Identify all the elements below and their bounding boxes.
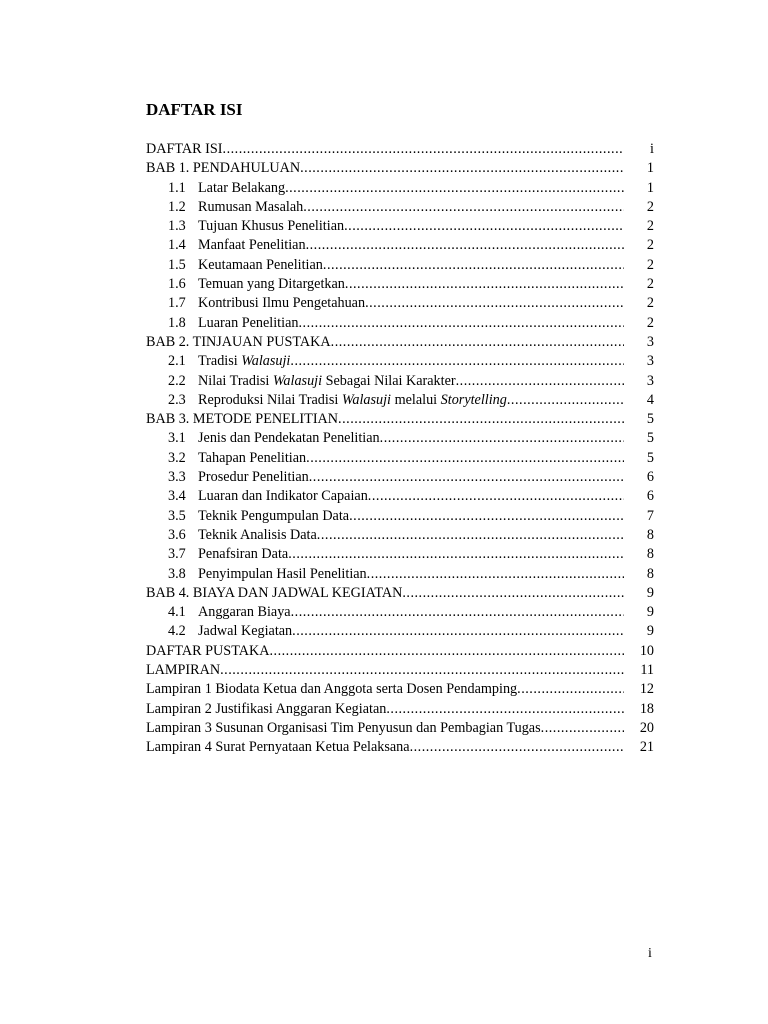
toc-entry-title xyxy=(146,198,303,217)
dot-leader xyxy=(290,352,624,371)
toc-entry[interactable] xyxy=(146,661,654,680)
toc-entry-title xyxy=(146,468,309,487)
toc-entry-title xyxy=(146,487,368,506)
toc-entry-number: 2.2 xyxy=(168,372,186,389)
toc-entry-page: 18 xyxy=(639,700,654,717)
dot-leader xyxy=(507,391,624,410)
toc-entry[interactable] xyxy=(146,545,654,564)
toc-entry-title xyxy=(146,719,541,738)
dot-leader xyxy=(292,622,624,641)
toc-entry-text: BAB 2. TINJAUAN PUSTAKA xyxy=(146,333,331,350)
toc-entry-page: 8 xyxy=(646,526,654,543)
toc-entry-text: Kontribusi Ilmu Pengetahuan xyxy=(198,295,366,312)
toc-entry-page: 4 xyxy=(646,391,654,408)
toc-entry-text: Lampiran 2 Justifikasi Anggaran Kegiatan xyxy=(146,700,387,717)
toc-entry-title xyxy=(146,352,290,371)
toc-entry-text: Tradisi xyxy=(198,353,242,370)
dot-leader xyxy=(285,179,624,198)
toc-entry-text: Manfaat Penelitian xyxy=(198,237,306,254)
toc-entry-title xyxy=(146,545,288,564)
toc-entry-title xyxy=(146,179,285,198)
toc-entry-text: BAB 1. PENDAHULUAN xyxy=(146,160,301,177)
dot-leader xyxy=(365,294,624,313)
toc-entry-title xyxy=(146,680,517,699)
toc-entry[interactable] xyxy=(146,294,654,313)
toc-entry-title xyxy=(146,391,507,410)
toc-entry-title xyxy=(146,256,323,275)
toc-entry-title xyxy=(146,449,306,468)
toc-entry-text: Jenis dan Pendekatan Penelitian xyxy=(198,430,380,447)
toc-entry-text: LAMPIRAN xyxy=(146,662,221,679)
toc-entry-number: 1.7 xyxy=(168,295,186,312)
toc-entry[interactable] xyxy=(146,179,654,198)
toc-entry[interactable] xyxy=(146,468,654,487)
toc-entry-page: 8 xyxy=(646,546,654,563)
toc-entry-text: Lampiran 4 Surat Pernyataan Ketua Pelaksana xyxy=(146,739,410,756)
toc-entry-text: Jadwal Kegiatan xyxy=(198,623,293,640)
toc-entry-title xyxy=(146,507,349,526)
toc-entry-text: DAFTAR ISI xyxy=(146,141,223,157)
toc-entry-page: 5 xyxy=(646,430,654,447)
toc-entry-text: Luaran dan Indikator Capaian xyxy=(198,488,368,505)
toc-entry-number: 3.1 xyxy=(168,430,186,447)
toc-entry-title xyxy=(146,622,292,641)
toc-entry-number: 1.3 xyxy=(168,218,186,235)
toc-entry-page: 2 xyxy=(646,218,654,235)
toc-entry[interactable] xyxy=(146,140,654,159)
toc-entry-text: Walasuji xyxy=(272,372,323,389)
toc-entry-title xyxy=(146,140,223,159)
toc-entry-text: Rumusan Masalah xyxy=(198,198,304,215)
toc-entry-title xyxy=(146,275,345,294)
toc-entry-title xyxy=(146,603,291,622)
dot-leader xyxy=(223,140,624,159)
toc-entry[interactable] xyxy=(146,314,654,333)
toc-entry-text: DAFTAR PUSTAKA xyxy=(146,642,270,659)
toc-entry-title xyxy=(146,410,338,429)
toc-entry-page: 2 xyxy=(646,314,654,331)
dot-leader xyxy=(300,159,624,178)
toc-entry-number: 1.2 xyxy=(168,198,186,215)
toc-entry-number: 3.6 xyxy=(168,526,186,543)
toc-entry[interactable] xyxy=(146,642,654,661)
toc-entry-page: 9 xyxy=(646,623,654,640)
dot-leader xyxy=(323,256,624,275)
toc-entry-text: Tujuan Khusus Penelitian xyxy=(198,218,345,235)
toc-entry-number: 3.7 xyxy=(168,546,186,563)
toc-entry[interactable] xyxy=(146,429,654,448)
toc-entry-text: Anggaran Biaya xyxy=(198,604,291,621)
toc-entry-title xyxy=(146,314,298,333)
toc-entry-text: Nilai Tradisi xyxy=(198,372,273,389)
toc-entry-page: 3 xyxy=(646,353,654,370)
toc-entry-text: Walasuji xyxy=(241,353,291,370)
toc-entry-page: 2 xyxy=(646,256,654,273)
toc-entry-text: Temuan yang Ditargetkan xyxy=(198,276,345,293)
toc-entry-text: Prosedur Penelitian xyxy=(198,469,309,486)
dot-leader xyxy=(368,487,624,506)
toc-entry-text: Teknik Analisis Data xyxy=(198,526,317,543)
toc-entry[interactable] xyxy=(146,584,654,603)
toc-entry-title xyxy=(146,526,317,545)
toc-entry-text: melalui xyxy=(391,391,441,408)
dot-leader xyxy=(349,507,624,526)
toc-entry[interactable] xyxy=(146,565,654,584)
toc-entry[interactable] xyxy=(146,449,654,468)
toc-entry-page: 2 xyxy=(646,237,654,254)
toc-entry-number: 1.1 xyxy=(168,179,186,196)
dot-leader xyxy=(541,719,624,738)
toc-entry-text: Reproduksi Nilai Tradisi xyxy=(198,391,342,408)
dot-leader xyxy=(338,410,624,429)
toc-entry[interactable] xyxy=(146,410,654,429)
toc-entry-number: 3.2 xyxy=(168,449,186,466)
toc-entry-text: Luaran Penelitian xyxy=(198,314,299,331)
toc-entry[interactable] xyxy=(146,159,654,178)
toc-entry[interactable] xyxy=(146,719,654,738)
toc-entry-page: 2 xyxy=(646,276,654,293)
toc-entry-number: 2.3 xyxy=(168,391,186,408)
toc-entry-page: 12 xyxy=(639,681,654,698)
dot-leader xyxy=(367,565,624,584)
toc-entry-number: 1.4 xyxy=(168,237,186,254)
toc-entry[interactable] xyxy=(146,352,654,371)
toc-entry-text: Tahapan Penelitian xyxy=(198,449,307,466)
toc-entry-title xyxy=(146,738,410,757)
toc-entry[interactable] xyxy=(146,198,654,217)
toc-entry-title xyxy=(146,661,220,680)
toc-entry-number: 2.1 xyxy=(168,353,186,370)
dot-leader xyxy=(303,198,624,217)
toc-entry-text: Sebagai Nilai Karakter xyxy=(322,372,456,389)
toc-entry[interactable] xyxy=(146,603,654,622)
toc-entry-page: 2 xyxy=(646,295,654,312)
dot-leader xyxy=(288,545,624,564)
toc-entry-number: 4.2 xyxy=(168,623,186,640)
toc-entry-title xyxy=(146,372,456,391)
dot-leader xyxy=(269,642,624,661)
toc-entry-page: 2 xyxy=(646,198,654,215)
dot-leader xyxy=(306,449,624,468)
toc-entry[interactable] xyxy=(146,738,654,757)
dot-leader xyxy=(380,429,624,448)
toc-entry-text: Lampiran 1 Biodata Ketua dan Anggota serta Dosen Pendamping xyxy=(146,681,518,698)
table-of-contents xyxy=(146,140,654,758)
toc-entry-text: Storytelling xyxy=(440,391,507,408)
dot-leader xyxy=(517,680,624,699)
toc-entry-title xyxy=(146,642,269,661)
toc-entry-text: Penyimpulan Hasil Penelitian xyxy=(198,565,367,582)
page-number: i xyxy=(648,946,652,961)
toc-entry-page: 11 xyxy=(640,662,654,679)
toc-entry-text: BAB 3. METODE PENELITIAN xyxy=(146,411,339,428)
toc-entry-number: 4.1 xyxy=(168,604,186,621)
toc-entry-page: 8 xyxy=(646,565,654,582)
toc-entry-text: Lampiran 3 Susunan Organisasi Tim Penyusun dan Pembagian Tugas xyxy=(146,719,541,736)
toc-entry-title xyxy=(146,429,380,448)
toc-entry-page: 20 xyxy=(639,719,654,736)
toc-entry[interactable] xyxy=(146,236,654,255)
toc-entry-page: i xyxy=(650,141,654,157)
toc-entry-title xyxy=(146,565,367,584)
toc-entry-text: Keutamaan Penelitian xyxy=(198,256,323,273)
toc-entry-page: 1 xyxy=(646,179,654,196)
toc-entry-title xyxy=(146,700,386,719)
toc-entry-text: Walasuji xyxy=(341,391,392,408)
toc-entry[interactable] xyxy=(146,680,654,699)
toc-entry-page: 9 xyxy=(646,604,654,621)
toc-entry[interactable] xyxy=(146,217,654,236)
toc-entry-number: 1.6 xyxy=(168,276,186,293)
dot-leader xyxy=(306,236,624,255)
toc-entry[interactable] xyxy=(146,333,654,352)
dot-leader xyxy=(298,314,624,333)
dot-leader xyxy=(402,584,624,603)
toc-entry-page: 3 xyxy=(646,333,654,350)
toc-entry-title xyxy=(146,159,300,178)
toc-entry-title xyxy=(146,584,402,603)
toc-entry[interactable] xyxy=(146,372,654,391)
dot-leader xyxy=(386,700,624,719)
dot-leader xyxy=(345,275,624,294)
toc-entry-number: 3.3 xyxy=(168,469,186,486)
dot-leader xyxy=(291,603,624,622)
toc-entry-title xyxy=(146,333,331,352)
toc-entry-number: 3.8 xyxy=(168,565,186,582)
toc-entry-page: 5 xyxy=(646,449,654,466)
dot-leader xyxy=(317,526,624,545)
page-title: DAFTAR ISI xyxy=(146,100,243,119)
dot-leader xyxy=(456,372,624,391)
toc-entry-text: Latar Belakang xyxy=(198,179,286,196)
toc-entry-page: 7 xyxy=(646,507,654,524)
toc-entry-title xyxy=(146,236,306,255)
toc-entry-page: 3 xyxy=(646,372,654,389)
dot-leader xyxy=(331,333,624,352)
toc-entry[interactable] xyxy=(146,487,654,506)
toc-entry-page: 6 xyxy=(646,469,654,486)
toc-entry-number: 3.4 xyxy=(168,488,186,505)
dot-leader xyxy=(309,468,624,487)
toc-entry-page: 5 xyxy=(646,411,654,428)
dot-leader xyxy=(220,661,624,680)
toc-entry-page: 1 xyxy=(646,160,654,177)
toc-entry-page: 21 xyxy=(639,739,654,756)
toc-entry-text: Teknik Pengumpulan Data xyxy=(198,507,350,524)
toc-entry-number: 3.5 xyxy=(168,507,186,524)
toc-entry-number: 1.8 xyxy=(168,314,186,331)
toc-entry[interactable] xyxy=(146,526,654,545)
toc-entry-page: 9 xyxy=(646,584,654,601)
dot-leader xyxy=(410,738,624,757)
toc-entry-page: 6 xyxy=(646,488,654,505)
toc-entry[interactable] xyxy=(146,275,654,294)
toc-entry[interactable] xyxy=(146,507,654,526)
toc-entry-title xyxy=(146,217,344,236)
dot-leader xyxy=(344,217,624,236)
toc-entry-text: Penafsiran Data xyxy=(198,546,289,563)
toc-entry[interactable] xyxy=(146,256,654,275)
toc-entry[interactable] xyxy=(146,700,654,719)
toc-entry-title xyxy=(146,294,365,313)
toc-entry[interactable] xyxy=(146,622,654,641)
toc-entry-number: 1.5 xyxy=(168,256,186,273)
toc-entry-page: 10 xyxy=(639,642,654,659)
toc-entry[interactable] xyxy=(146,391,654,410)
toc-entry-text: BAB 4. BIAYA DAN JADWAL KEGIATAN xyxy=(146,584,403,601)
